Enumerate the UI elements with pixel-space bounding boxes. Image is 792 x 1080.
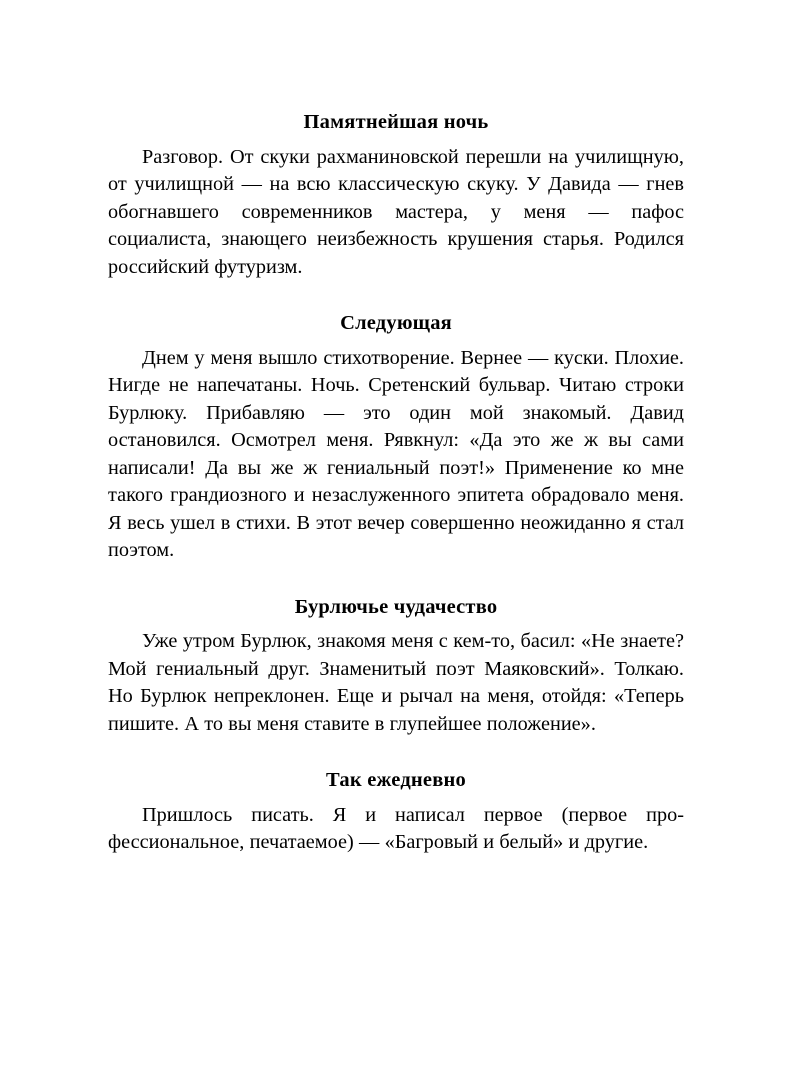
section-heading-burlyuchye-chudachestvo: Бурлючье чудачество — [294, 595, 498, 618]
page-content — [108, 110, 684, 857]
section-paragraph-3-1: Уже утром Бурлюк, знакомя меня с кем-то, басил: «Не знаете? Мой гениальный друг. Знаменитый поэт Маяковский». Толкаю. Но Бурлюк непреклонен. Еще и рычал на меня, отойдя: «Теперь пишите. А то вы меня ставите в глупейшее положение». — [108, 630, 684, 735]
section-heading-pamyatneyshaya-noch: Памятнейшая ночь — [303, 111, 489, 133]
section-heading-block-3 — [108, 595, 684, 620]
section-heading-block-4 — [108, 768, 684, 793]
section-heading-block-2 — [108, 311, 684, 336]
section-paragraph-1-1: Разговор. От скуки рахманиновской перешли на училищную, от училищной — на всю классическую скуку. У Давида — гнев обогнавшего современников мастера, у меня — пафос социалиста, знающего неизбежность крушения старья. Родился российский футуризм. — [108, 145, 684, 278]
section-paragraph-2-1: Днем у меня вышло стихотворение. Вернее — куски. Плохие. Нигде не напечатаны. Ночь. Сретенский бульвар. Читаю строки Бурлюку. Прибавляю — это один мой знакомый. Давид остановился. Осмотрел меня. Рявкнул: «Да это же ж вы сами написали! Да вы же ж гениальный поэт!» Применение ко мне такого грандиозного и незаслуженного эпитета обрадовало меня. Я весь ушел в стихи. В этот вечер совершенно неожиданно я стал поэтом. — [108, 346, 684, 562]
section-paragraph-4-1: Пришлось писать. Я и написал первое (первое профессиональное, печатаемое) — «Багровый и белый» и другие. — [108, 803, 684, 854]
section-heading-block-1 — [108, 110, 684, 135]
section-heading-tak-ezhednevno: Так ежедневно — [326, 769, 466, 792]
section-heading-sleduyushchaya: Следующая — [340, 312, 452, 335]
